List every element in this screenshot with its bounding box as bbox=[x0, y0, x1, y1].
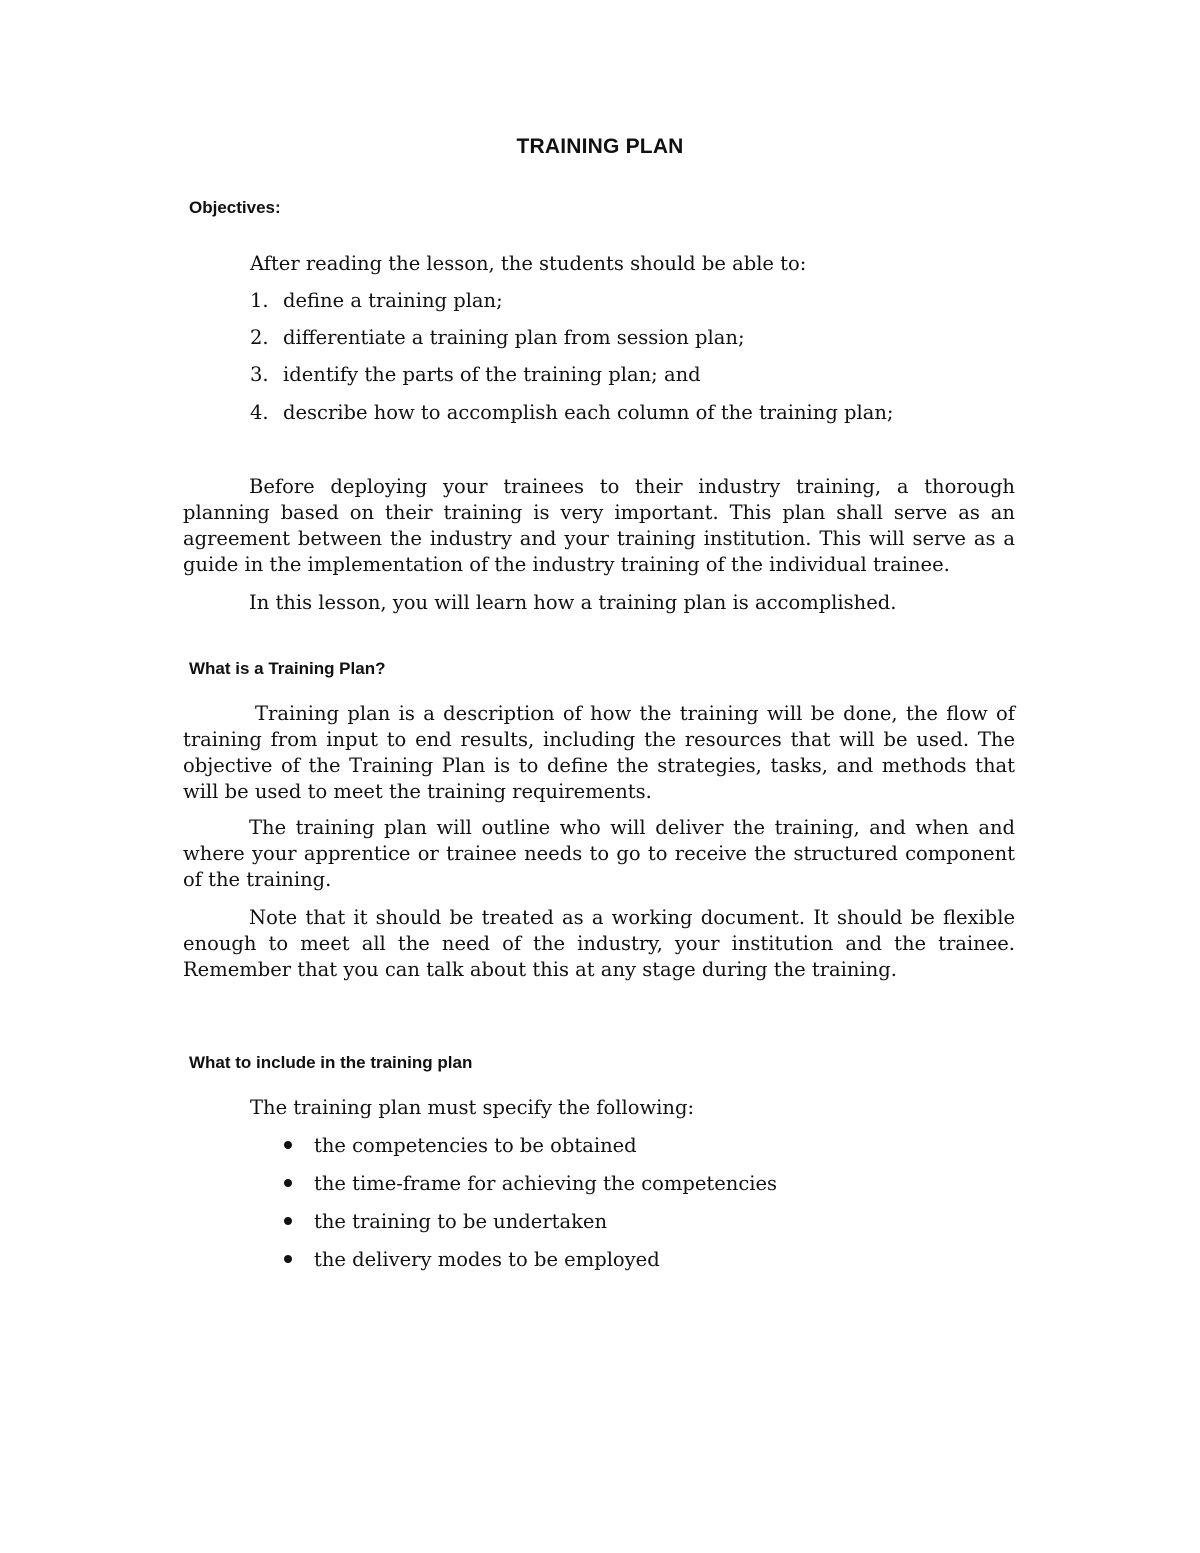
bullet-icon bbox=[284, 1255, 292, 1263]
objectives-intro: After reading the lesson, the students should be able to: bbox=[250, 252, 807, 275]
bullet-text: the delivery modes to be employed bbox=[314, 1248, 660, 1271]
objective-text: differentiate a training plan from session plan; bbox=[283, 326, 745, 349]
include-bullet-2 bbox=[284, 1172, 777, 1195]
objective-text: identify the parts of the training plan; and bbox=[283, 363, 701, 386]
objective-item-2 bbox=[250, 326, 745, 349]
what-is-paragraph-2-text: The training plan will outline who will deliver the training, and when and where your apprentice or trainee needs to go to receive the structured component of the training. bbox=[183, 816, 1015, 891]
bullet-icon bbox=[284, 1179, 292, 1187]
what-is-paragraph-2 bbox=[183, 815, 1015, 893]
bullet-text: the time-frame for achieving the competencies bbox=[314, 1172, 778, 1195]
objective-item-3 bbox=[250, 363, 701, 386]
objective-number: 3. bbox=[250, 363, 269, 386]
objective-number: 4. bbox=[250, 401, 269, 424]
objective-text: define a training plan; bbox=[283, 289, 503, 312]
what-to-include-heading: What to include in the training plan bbox=[189, 1053, 473, 1072]
objective-item-4 bbox=[250, 401, 893, 424]
include-bullet-3 bbox=[284, 1210, 607, 1233]
intro-paragraph-2 bbox=[183, 590, 1015, 616]
what-is-paragraph-3-text: Note that it should be treated as a working document. It should be flexible enough to meet all the need of the industry, your institution and the trainee. Remember that you can talk about this at any stage during the training. bbox=[183, 906, 1015, 981]
include-bullet-1 bbox=[284, 1134, 637, 1157]
intro-paragraph-2-text: In this lesson, you will learn how a training plan is accomplished. bbox=[249, 591, 897, 614]
intro-paragraph-1 bbox=[183, 474, 1015, 578]
bullet-text: the competencies to be obtained bbox=[314, 1134, 637, 1157]
bullet-icon bbox=[284, 1217, 292, 1225]
include-bullet-4 bbox=[284, 1248, 660, 1271]
page-title: TRAINING PLAN bbox=[516, 135, 684, 158]
what-is-heading: What is a Training Plan? bbox=[189, 659, 386, 678]
objective-number: 1. bbox=[250, 289, 269, 312]
what-to-include-intro: The training plan must specify the following: bbox=[250, 1096, 695, 1119]
objective-number: 2. bbox=[250, 326, 269, 349]
bullet-icon bbox=[284, 1141, 292, 1149]
bullet-text: the training to be undertaken bbox=[314, 1210, 608, 1233]
what-is-paragraph-1-text: Training plan is a description of how the training will be done, the flow of training from input to end results, including the resources that will be used. The objective of the Training Plan is to define the strategies, tasks, and methods that will be used to meet the training requirements. bbox=[183, 702, 1015, 803]
what-is-paragraph-3 bbox=[183, 905, 1015, 983]
objective-text: describe how to accomplish each column of the training plan; bbox=[283, 401, 894, 424]
objectives-heading: Objectives: bbox=[189, 198, 281, 217]
objective-item-1 bbox=[250, 289, 503, 312]
what-is-paragraph-1 bbox=[183, 701, 1015, 805]
intro-paragraph-1-text: Before deploying your trainees to their industry training, a thorough planning based on their training is very important. This plan shall serve as an agreement between the industry and your training institution. This will serve as a guide in the implementation of the industry training of the individual trainee. bbox=[183, 475, 1015, 576]
